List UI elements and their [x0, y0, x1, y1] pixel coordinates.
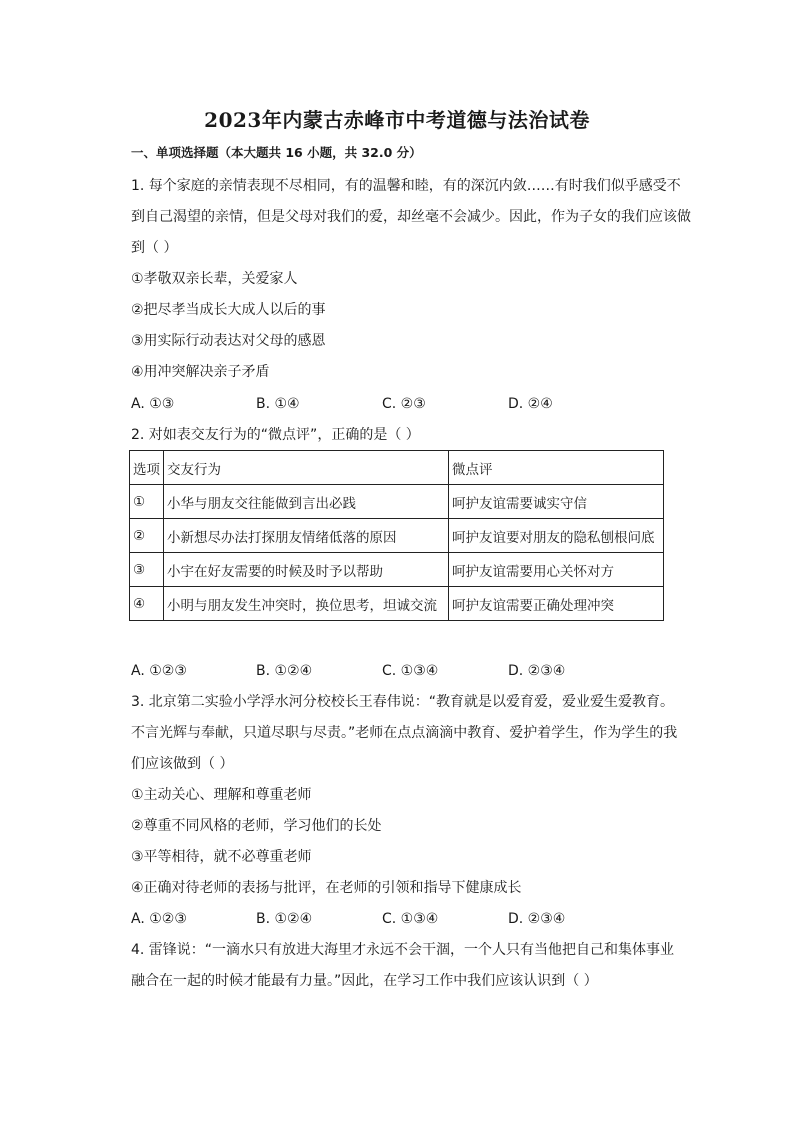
table-cell: 呵护友谊要对朋友的隐私刨根问底 [449, 519, 664, 553]
q1-option-a[interactable]: A. ①③ [131, 396, 175, 412]
table-cell: 小明与朋友发生冲突时，换位思考，坦诚交流 [164, 587, 449, 621]
table-cell: 小华与朋友交往能做到言出必践 [164, 485, 449, 519]
q3-option-c[interactable]: C. ①③④ [382, 911, 439, 927]
q1-option-c[interactable]: C. ②③ [382, 396, 426, 412]
table-cell: ① [130, 485, 164, 519]
q1-item: ①孝敬双亲长辈，关爱家人 [131, 271, 298, 287]
q2-option-b[interactable]: B. ①②④ [256, 663, 313, 679]
q1-item: ④用冲突解决亲子矛盾 [131, 364, 270, 380]
q3-item: ②尊重不同风格的老师，学习他们的长处 [131, 818, 382, 834]
q2-stem: 2. 对如表交友行为的“微点评”，正确的是（ ） [131, 427, 420, 443]
table-cell: 呵护友谊需要用心关怀对方 [449, 553, 664, 587]
table-cell: ③ [130, 553, 164, 587]
q1-stem-line-2: 到自己渴望的亲情，但是父母对我们的爱，却丝毫不会减少。因此，作为子女的我们应该做 [131, 209, 691, 225]
q4-stem-line-1: 4. 雷锋说：“一滴水只有放进大海里才永远不会干涸，一个人只有当他把自己和集体事业 [131, 942, 675, 958]
table-row [130, 587, 664, 621]
table-cell: 呵护友谊需要正确处理冲突 [449, 587, 664, 621]
q1-item: ③用实际行动表达对父母的感恩 [131, 333, 326, 349]
q3-option-d[interactable]: D. ②③④ [508, 911, 566, 927]
table-header-cell: 交友行为 [164, 451, 449, 485]
q3-option-b[interactable]: B. ①②④ [256, 911, 313, 927]
q4-stem-line-2: 融合在一起的时候才能最有力量。”因此，在学习工作中我们应该认识到（ ） [131, 973, 598, 989]
section-heading: 一、单项选择题（本大题共 16 小题，共 32.0 分） [131, 145, 422, 160]
q2-friendship-table [129, 450, 664, 621]
q1-option-b[interactable]: B. ①④ [256, 396, 300, 412]
q3-item: ①主动关心、理解和尊重老师 [131, 787, 312, 803]
table-cell: ② [130, 519, 164, 553]
q1-item: ②把尽孝当成长大成人以后的事 [131, 302, 326, 318]
q3-stem-line-3: 们应该做到（ ） [131, 756, 234, 772]
q3-item: ④正确对待老师的表扬与批评，在老师的引领和指导下健康成长 [131, 880, 522, 896]
q2-option-d[interactable]: D. ②③④ [508, 663, 566, 679]
page-title: 2023年内蒙古赤峰市中考道德与法治试卷 [204, 108, 590, 132]
q2-option-c[interactable]: C. ①③④ [382, 663, 439, 679]
q3-stem-line-1: 3. 北京第二实验小学浮水河分校校长王春伟说：“教育就是以爱育爱，爱业爱生爱教育。 [131, 694, 675, 710]
table-row [130, 485, 664, 519]
table-row [130, 519, 664, 553]
q3-item: ③平等相待，就不必尊重老师 [131, 849, 312, 865]
table-header-cell: 微点评 [449, 451, 664, 485]
q3-option-a[interactable]: A. ①②③ [131, 911, 187, 927]
table-cell: 呵护友谊需要诚实守信 [449, 485, 664, 519]
q1-stem-line-1: 1. 每个家庭的亲情表现不尽相同，有的温馨和睦，有的深沉内敛……有时我们似乎感受不 [131, 178, 681, 194]
table-cell: 小宇在好友需要的时候及时予以帮助 [164, 553, 449, 587]
table-header-row [130, 451, 664, 485]
table-cell: 小新想尽办法打探朋友情绪低落的原因 [164, 519, 449, 553]
table-row [130, 553, 664, 587]
table-cell: ④ [130, 587, 164, 621]
q2-option-a[interactable]: A. ①②③ [131, 663, 187, 679]
q3-stem-line-2: 不言光辉与奉献，只道尽职与尽责。”老师在点点滴滴中教育、爱护着学生，作为学生的我 [131, 725, 678, 741]
q1-option-d[interactable]: D. ②④ [508, 396, 553, 412]
q1-stem-line-3: 到（ ） [131, 240, 178, 256]
table-header-cell: 选项 [130, 451, 164, 485]
